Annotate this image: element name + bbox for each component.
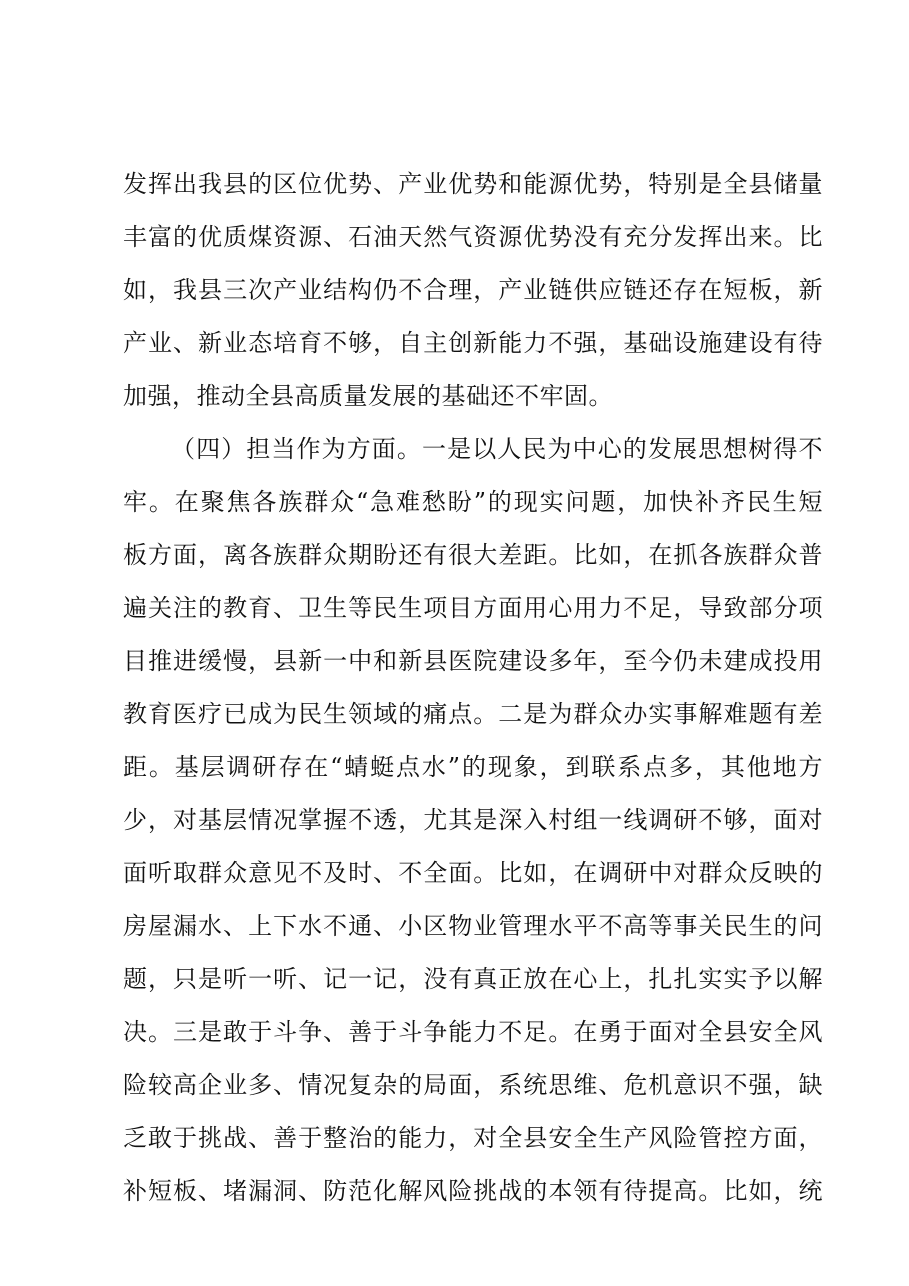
text-line: 房屋漏水、上下水不通、小区物业管理水平不高等事关民生的问 [123,912,823,940]
text-line: 乏敢于挑战、善于整治的能力，对全县安全生产风险管控方面， [123,1124,823,1152]
text-line: 教育医疗已成为民生领域的痛点。二是为群众办实事解难题有差 [123,700,823,728]
text-line: 距。基层调研存在“蜻蜓点水”的现象，到联系点多，其他地方 [123,753,823,781]
text-line: 发挥出我县的区位优势、产业优势和能源优势，特别是全县储量 [123,170,823,198]
text-line: 如，我县三次产业结构仍不合理，产业链供应链还存在短板，新 [123,276,823,304]
text-line: 产业、新业态培育不够，自主创新能力不强，基础设施建设有待 [123,329,823,357]
text-line: 丰富的优质煤资源、石油天然气资源优势没有充分发挥出来。比 [123,223,823,251]
text-line: 补短板、堵漏洞、防范化解风险挑战的本领有待提高。比如，统 [123,1177,823,1205]
text-line: 牢。在聚焦各族群众“急难愁盼”的现实问题，加快补齐民生短 [123,488,823,516]
document-body [123,158,823,1218]
section-heading-line: （四）担当作为方面。一是以人民为中心的发展思想树得不 [171,435,823,463]
text-line: 板方面，离各族群众期盼还有很大差距。比如，在抓各族群众普 [123,541,823,569]
text-line: 少，对基层情况掌握不透，尤其是深入村组一线调研不够，面对 [123,806,823,834]
text-line: 险较高企业多、情况复杂的局面，系统思维、危机意识不强，缺 [123,1071,823,1099]
text-line: 目推进缓慢，县新一中和新县医院建设多年，至今仍未建成投用 [123,647,823,675]
text-line: 遍关注的教育、卫生等民生项目方面用心用力不足，导致部分项 [123,594,823,622]
text-line: 面听取群众意见不及时、不全面。比如，在调研中对群众反映的 [123,859,823,887]
text-line: 题，只是听一听、记一记，没有真正放在心上，扎扎实实予以解 [123,965,823,993]
text-line: 决。三是敢于斗争、善于斗争能力不足。在勇于面对全县安全风 [123,1018,823,1046]
text-line: 加强，推动全县高质量发展的基础还不牢固。 [123,382,613,410]
